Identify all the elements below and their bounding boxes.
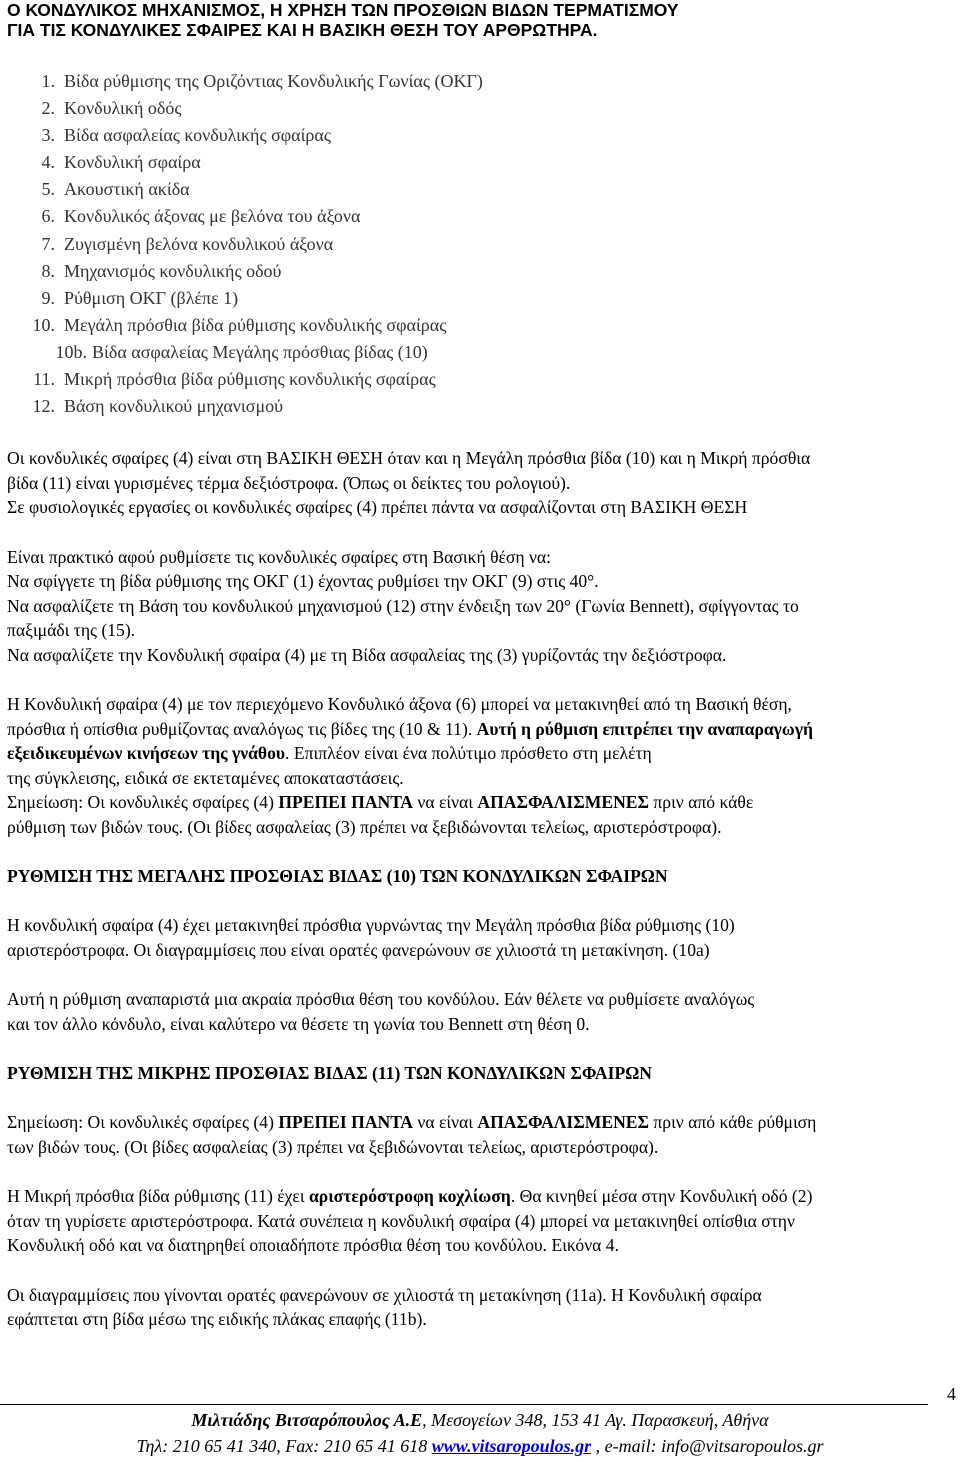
- text-line: Να σφίγγετε τη βίδα ρύθμισης της ΟΚΓ (1) έχοντας ρυθμίσει την ΟΚΓ (9) στις 40°.: [7, 571, 599, 592]
- text-line: όταν τη γυρίσετε αριστερόστροφα. Κατά συνέπεια η κονδυλική σφαίρα (4) μπορεί να μετακινηθεί οπίσθια στην: [7, 1210, 795, 1231]
- list-item: 7. Ζυγισμένη βελόνα κονδυλικού άξονα: [41, 233, 334, 254]
- text-line: Κονδυλική οδό και να διατηρηθεί οποιαδήποτε πρόσθια θέση του κονδύλου. Εικόνα 4.: [7, 1235, 619, 1256]
- text-line: και τον άλλο κόνδυλο, είναι καλύτερο να θέσετε τη γωνία του Bennett στη θέση 0.: [7, 1013, 590, 1034]
- parts-list: [7, 68, 953, 420]
- text-line: εφάπτεται στη βίδα μέσω της ειδικής πλάκας επαφής (11b).: [7, 1309, 427, 1330]
- document-title: [7, 0, 953, 40]
- title-line-1: Ο ΚΟΝΔΥΛΙΚΟΣ ΜΗΧΑΝΙΣΜΟΣ, Η ΧΡΗΣΗ ΤΩΝ ΠΡΟΣΘΙΩΝ ΒΙΔΩΝ ΤΕΡΜΑΤΙΣΜΟΥ: [7, 0, 679, 20]
- text-line: Η κονδυλική σφαίρα (4) έχει μετακινηθεί πρόσθια γυρνώντας την Μεγάλη πρόσθια βίδα ρύθμισης (10): [7, 915, 735, 936]
- list-item: 8. Μηχανισμός κονδυλικής οδού: [41, 260, 282, 281]
- text-line: βίδα (11) είναι γυρισμένες τέρμα δεξιόστροφα. (Όπως οι δείκτες του ρολογιού).: [7, 472, 571, 493]
- paragraph-note: [7, 1110, 953, 1159]
- footer-divider: [0, 1404, 928, 1405]
- text-line: εξειδικευμένων κινήσεων της γνάθου. Επιπλέον είναι ένα πολύτιμο πρόσθετο στη μελέτη: [7, 743, 652, 764]
- text-line: Σε φυσιολογικές εργασίες οι κονδυλικές σφαίρες (4) πρέπει πάντα να ασφαλίζονται στη ΒΑΣΙΚΗ ΘΕΣΗ: [7, 497, 748, 518]
- text-line: των βιδών τους. (Οι βίδες ασφαλείας (3) πρέπει να ξεβιδώνονται τελείως, αριστερόστροφα).: [7, 1136, 659, 1157]
- text-line: Αυτή η ρύθμιση αναπαριστά μια ακραία πρόσθια θέση του κονδύλου. Εάν θέλετε να ρυθμίσετε αναλόγως: [7, 989, 755, 1010]
- text-line: πρόσθια ή οπίσθια ρυθμίζοντας αναλόγως τις βίδες της (10 & 11). Αυτή η ρύθμιση επιτρέπει την αναπαραγωγή: [7, 718, 813, 739]
- text-line: Η Μικρή πρόσθια βίδα ρύθμισης (11) έχει αριστερόστροφη κοχλίωση. Θα κινηθεί μέσα στην Κονδυλική οδό (2): [7, 1186, 813, 1207]
- list-item: 3. Βίδα ασφαλείας κονδυλικής σφαίρας: [41, 125, 331, 146]
- list-item: 2. Κονδυλική οδός: [41, 98, 182, 119]
- text-line: Να ασφαλίζετε τη Βάση του κονδυλικού μηχανισμού (12) στην ένδειξη των 20° (Γωνία Bennett), σφίγγοντας το: [7, 595, 799, 616]
- note-line: Σημείωση: Οι κονδυλικές σφαίρες (4) ΠΡΕΠΕΙ ΠΑΝΤΑ να είναι ΑΠΑΣΦΑΛΙΣΜΕΝΕΣ πριν από κάθε: [7, 792, 754, 813]
- document-page: [7, 0, 953, 1332]
- footer-company-line: Μιλτιάδης Βιτσαρόπουλος Α.Ε, Μεσογείων 348, 153 41 Αγ. Παρασκευή, Αθήνα: [191, 1410, 769, 1430]
- website-link[interactable]: www.vitsaropoulos.gr: [431, 1436, 592, 1456]
- paragraph-graduations: [7, 1283, 953, 1332]
- list-item: 11. Μικρή πρόσθια βίδα ρύθμισης κονδυλικής σφαίρας: [33, 369, 436, 390]
- section-heading: ΡΥΘΜΙΣΗ ΤΗΣ ΜΙΚΡΗΣ ΠΡΟΣΘΙΑΣ ΒΙΔΑΣ (11) ΤΩΝ ΚΟΝΔΥΛΙΚΩΝ ΣΦΑΙΡΩΝ: [7, 1063, 652, 1084]
- note-line: Σημείωση: Οι κονδυλικές σφαίρες (4) ΠΡΕΠΕΙ ΠΑΝΤΑ να είναι ΑΠΑΣΦΑΛΙΣΜΕΝΕΣ πριν από κάθε ρύθμιση: [7, 1112, 817, 1133]
- list-item: 1. Βίδα ρύθμισης της Οριζόντιας Κονδυλικής Γωνίας (ΟΚΓ): [41, 71, 483, 91]
- text-line: της σύγκλεισης, ειδικά σε εκτεταμένες αποκαταστάσεις.: [7, 767, 404, 788]
- paragraph-practical: [7, 545, 953, 668]
- text-line: ρύθμιση των βιδών τους. (Οι βίδες ασφαλείας (3) πρέπει να ξεβιδώνονται τελείως, αριστερόστροφα).: [7, 816, 722, 837]
- text-line: παξιμάδι της (15).: [7, 620, 136, 641]
- paragraph-large-screw: [7, 913, 953, 962]
- paragraph-extreme-position: [7, 987, 953, 1036]
- list-item: 5. Ακουστική ακίδα: [41, 179, 190, 200]
- text-line: Οι κονδυλικές σφαίρες (4) είναι στη ΒΑΣΙΚΗ ΘΕΣΗ όταν και η Μεγάλη πρόσθια βίδα (10) και η Μικρή πρόσθια: [7, 448, 811, 469]
- list-item: 12. Βάση κονδυλικού μηχανισμού: [32, 396, 284, 417]
- text-line: αριστερόστροφα. Οι διαγραμμίσεις που είναι ορατές φανερώνουν σε χιλιοστά τη μετακίνηση. (10a): [7, 939, 710, 960]
- list-item: 4. Κονδυλική σφαίρα: [41, 152, 201, 173]
- list-item: 9. Ρύθμιση ΟΚΓ (βλέπε 1): [41, 287, 239, 308]
- page-number: 4: [947, 1384, 956, 1404]
- section-heading: ΡΥΘΜΙΣΗ ΤΗΣ ΜΕΓΑΛΗΣ ΠΡΟΣΘΙΑΣ ΒΙΔΑΣ (10) ΤΩΝ ΚΟΝΔΥΛΙΚΩΝ ΣΦΑΙΡΩΝ: [7, 866, 668, 887]
- text-line: Η Κονδυλική σφαίρα (4) με τον περιεχόμενο Κονδυλικό άξονα (6) μπορεί να μετακινηθεί από τη Βασική θέση,: [7, 694, 792, 715]
- text-line: Να ασφαλίζετε την Κονδυλική σφαίρα (4) με τη Βίδα ασφαλείας της (3) γυρίζοντάς την δεξιόστροφα.: [7, 644, 727, 665]
- paragraph-movement: [7, 692, 953, 839]
- text-line: Είναι πρακτικό αφού ρυθμίσετε τις κονδυλικές σφαίρες στη Βασική θέση να:: [7, 546, 552, 567]
- text-line: Οι διαγραμμίσεις που γίνονται ορατές φανερώνουν σε χιλιοστά τη μετακίνηση (11a). Η Κονδυλική σφαίρα: [7, 1284, 762, 1305]
- paragraph-small-screw: [7, 1184, 953, 1258]
- list-item: 10. Μεγάλη πρόσθια βίδα ρύθμισης κονδυλικής σφαίρας: [32, 314, 447, 335]
- list-item: 10b. Βίδα ασφαλείας Μεγάλης πρόσθιας βίδας (10): [55, 341, 428, 362]
- list-item: 6. Κονδυλικός άξονας με βελόνα του άξονα: [41, 206, 361, 227]
- paragraph-basic-position: [7, 446, 953, 520]
- title-line-2: ΓΙΑ ΤΙΣ ΚΟΝΔΥΛΙΚΕΣ ΣΦΑΙΡΕΣ ΚΑΙ Η ΒΑΣΙΚΗ ΘΕΣΗ ΤΟΥ ΑΡΘΡΩΤΗΡΑ.: [7, 20, 598, 40]
- footer-contact-line: Τηλ: 210 65 41 340, Fax: 210 65 41 618 www.vitsaropoulos.gr , e-mail: info@vitsaropoulos.gr: [136, 1436, 824, 1456]
